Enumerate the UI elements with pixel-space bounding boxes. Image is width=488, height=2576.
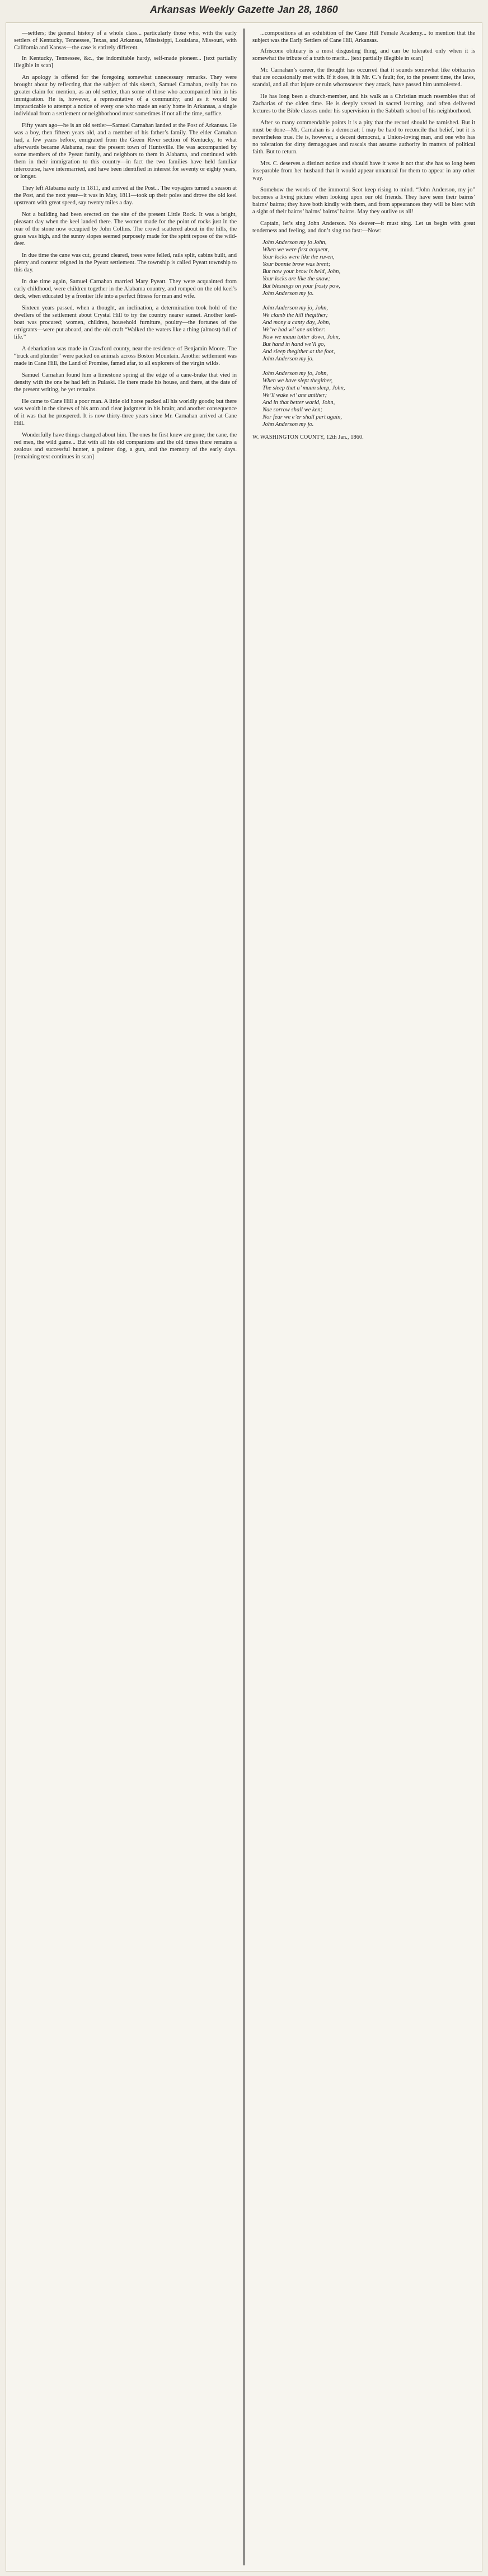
- poem: John Anderson my jo John, When we were first acquent, Your locks were like the raven, Your bonnie brow was brent; But now your brow is beld, John, Your locks are like the snaw; But blessings on your frosty pow, John Anderson my jo. John Anderson my jo, John, We clamb the hill thegither; And mony a canty day, John, We’ve had wi’ ane anither: Now we maun totter down, John, But hand in hand we’ll go, And sleep thegither at the foot, John Anderson my jo. John Anderson my jo, John, When we have slept thegither, The sleep that a’ maun sleep, John, We’ll wake wi’ ane anither; And in that better warld, John, Nae sorrow shall we ken; Nor fear we e’er shall part again, John Anderson my jo.: [262, 240, 345, 428]
- paragraph: Fifty years ago—he is an old settler—Samuel Carnahan landed at the Post of Arkansas. He was a boy, then fifteen years old, and a member of his father’s family. The elder Carnahan had, a few years before, emigrated from the Green River section of Kentucky, to what afterwards became Alabama, near the present town of Huntsville. He was accompanied by some members of the Pyeatt family, and neighbors to them in Alabama, and continued with them in their immigration to this country—in fact the two families have held familiar intercourse, have intermarried, and have been identified in interest for seventy or eighty years, or longer.: [14, 123, 238, 180]
- paragraph: He came to Cane Hill a poor man. A little old horse packed all his worldly goods; but there was wealth in the sinews of his arm and clear judgment in his brain; and another consequence of it was that he prospered. It is now thirty-three years since Mr. Carnahan arrived at Cane Hill.: [14, 398, 238, 426]
- paragraph: Mrs. C. deserves a distinct notice and should have it were it not that she has so long been inseparable from her husband that it would appear unnatural for them to appear in any other way.: [252, 161, 477, 181]
- right-column: [252, 30, 475, 2564]
- right-column-text: [252, 30, 475, 234]
- paragraph: Samuel Carnahan found him a limestone spring at the edge of a cane-brake that vied in density with the one he had left in Pulaski. He there made his house, and there, at the date of the present writing, he yet remains.: [14, 372, 238, 393]
- paragraph: Mr. Carnahan’s career, the thought has occurred that it sounds somewhat like obituaries that are occasionally met with. If it does, it is Mr. C.’s fault; for, to the present time, the laws, scandal, and all that injure or ruin whomsoever they attack, have passed him unmolested.: [252, 67, 477, 88]
- page-header: Arkansas Weekly Gazette Jan 28, 1860: [149, 3, 339, 15]
- paragraph: Captain, let’s sing John Anderson. No deaver—it must sing. Let us begin with great tenderness and feeling, and don’t sing too fast:—Now:: [252, 220, 477, 234]
- paragraph: Somehow the words of the immortal Scot keep rising to mind. “John Anderson, my jo” becomes a living picture when looking upon our old friends. They have seen their bairns’ bairns’ bairns; they have both kindly with them, and from appearances they will be blest with a sight of their bairns’ bairns’ bairns’ bairns. May they outlive us all!: [252, 187, 477, 215]
- paragraph: He has long been a church-member, and his walk as a Christian much resembles that of Zacharias of the olden time. He is deeply versed in sacred learning, and often delivered lectures to the Bible classes under his supervision in the Sabbath school of his neighborhood.: [252, 93, 477, 114]
- paragraph: In Kentucky, Tennessee, &c., the indomitable hardy, self-made pioneer... [text partially illegible in scan]: [14, 55, 238, 69]
- paragraph: After so many commendable points it is a pity that the record should be tarnished. But it must be done—Mr. Carnahan is a democrat; I may be hard to reconcile that belief, but it is nevertheless true. He is, however, a decent democrat, a Union-loving man, and one who has no toleration for dirty demagogues and rascals that assume authority in matters of political faith. But to return.: [252, 120, 477, 155]
- paragraph: Not a building had been erected on the site of the present Little Rock. It was a bright, pleasant day when the keel landed there. The women made for the point of rocks just in the rear of the stone now occupied by John Collins. The crowd scattered about in the hills, the grass was high, and the sunny slopes seemed purposely made for the spirit repose of the wild-deer.: [14, 212, 238, 247]
- signature: W. WASHINGTON COUNTY, 12th Jan., 1860.: [252, 434, 364, 440]
- left-column-text: [14, 30, 237, 461]
- paragraph: In due time again, Samuel Carnahan married Mary Pyeatt. They were acquainted from early childhood, were children together in the Alabama country, and romped on the old keel’s deck, when educated by a frontier life into a perfect fitness for man and wife.: [14, 279, 238, 299]
- paragraph: They left Alabama early in 1811, and arrived at the Post... The voyagers turned a season at the Post, and the next year—it was in May, 1811—took up their poles and drove the old keel upstream with great speed, say twenty miles a day.: [14, 185, 238, 206]
- right-column-fade: [252, 2497, 475, 2564]
- paragraph: ...compositions at an exhibition of the Cane Hill Female Academy... to mention that the subject was the Early Settlers of Cane Hill, Arkansas.: [252, 30, 477, 44]
- paragraph: Afriscone obituary is a most disgusting thing, and can be tolerated only when it is somewhat the tribute of a truth to merit... [text partially illegible in scan]: [252, 48, 477, 62]
- paragraph: Wonderfully have things changed about him. The ones he first knew are gone; the cane, the red men, the wild game... But with all his old companions and the old times there remains a zealous and successful hunter, a pointer dog, a gun, and the memory of the early days. [remaining text continues in scan]: [14, 432, 238, 460]
- newspaper-scan: [6, 22, 482, 2572]
- paragraph: In due time the cane was cut, ground cleared, trees were felled, rails split, cabins built, and plenty and content reigned in the Pyeatt settlement. The township is called Pyeatt township to this day.: [14, 252, 238, 273]
- paragraph: Sixteen years passed, when a thought, an inclination, a determination took hold of the dwellers of the settlement about Crystal Hill to try the country nearer sunset. Another keel-boat was procured; women, children, household furniture, poultry—the fortunes of the emigrants—were put aboard, and the old craft “Walked the waters like a thing (almost) full of life.”: [14, 305, 238, 340]
- column-divider: [243, 29, 245, 2565]
- paragraph: A debarkation was made in Crawford county, near the residence of Benjamin Moore. The “truck and plunder” were packed on animals across Boston Mountain. Another settlement was made in Cane Hill, the Land of Promise, famed afar, to all explorers of the virgin wilds.: [14, 346, 238, 367]
- paragraph: An apology is offered for the foregoing somewhat unnecessary remarks. They were brought about by reflecting that the subject of this sketch, Samuel Carnahan, really has no greater claim for mention, as an old settler, than some of those who accompanied him in his immigration. He is, however, a representative of a community; and as it would be impracticable to attempt a notice of every one who made an early home in Arkansas, a single individual from a settlement or neighborhood must sometimes if not all the time, suffice.: [14, 74, 238, 117]
- paragraph: —settlers; the general history of a whole class... particularly those who, with the early settlers of Kentucky, Tennessee, Texas, and Arkansas, Mississippi, Louisiana, Missouri, with California and Kansas—the case is entirely different.: [14, 30, 238, 51]
- left-column-fade: [14, 2497, 237, 2564]
- left-column: [14, 30, 237, 2564]
